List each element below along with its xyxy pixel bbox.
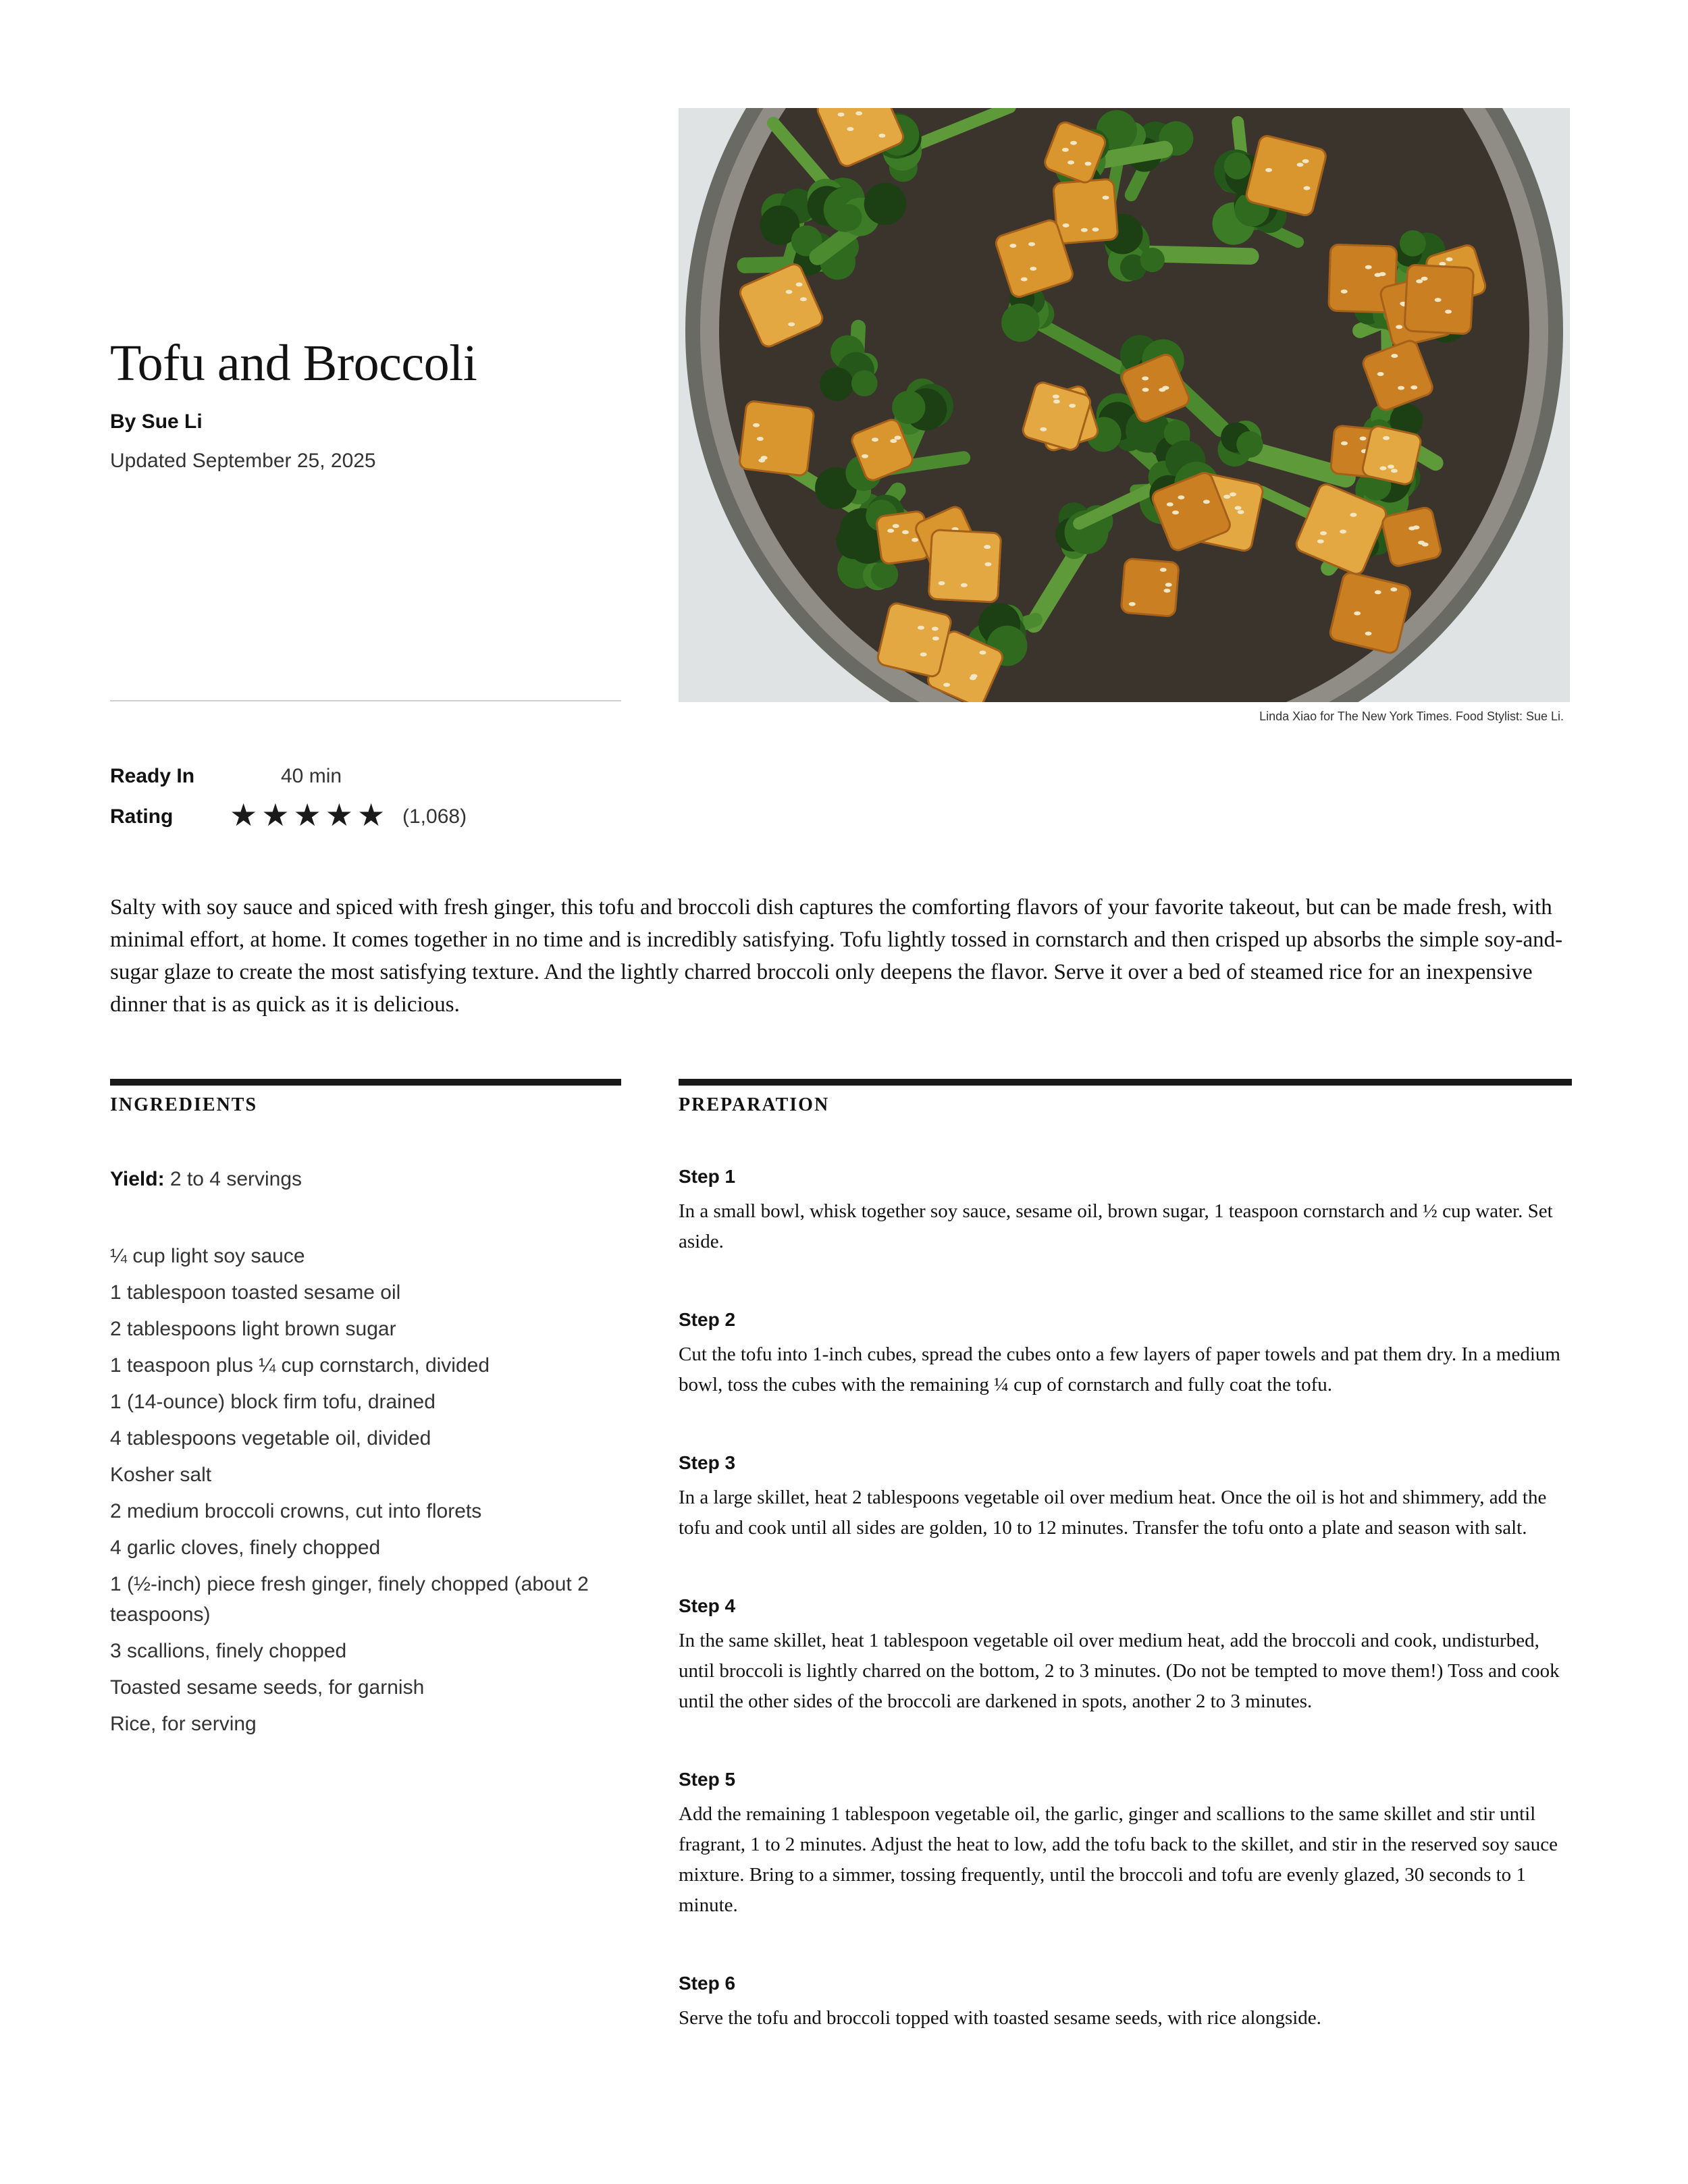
yield-label: Yield: [110,1168,165,1190]
ingredients-heading: INGREDIENTS [110,1094,258,1115]
ingredient-item: 4 tablespoons vegetable oil, divided [110,1427,431,1449]
recipe-photo-illustration [679,108,1570,702]
ingredients-rule [110,1079,621,1086]
ingredient-item: 2 tablespoons light brown sugar [110,1318,396,1340]
ingredient-item: 4 garlic cloves, finely chopped [110,1537,381,1559]
star-icon[interactable]: ★ [230,797,258,833]
preparation-rule [679,1079,1572,1086]
ready-in-value: 40 min [281,765,342,787]
rating-stars[interactable] [230,797,386,833]
preparation-steps [679,1163,1572,2083]
ingredient-item: 3 scallions, finely chopped [110,1640,347,1662]
step-text: Cut the tofu into 1-inch cubes, spread the cubes onto a few layers of paper towels and pat them dry. In a medium bowl, toss the cubes with the remaining ¼ cup of cornstarch and fully coat the tofu. [679,1343,1560,1395]
recipe-title: Tofu and Broccoli [110,335,477,392]
ingredient-item: 1 tablespoon toasted sesame oil [110,1281,401,1304]
step-text: Serve the tofu and broccoli topped with toasted sesame seeds, with rice alongside. [679,2007,1321,2029]
step-text: In the same skillet, heat 1 tablespoon vegetable oil over medium heat, add the broccoli and cook, undisturbed, until broccoli is lightly charred on the bottom, 2 to 3 minutes. (Do not be tempted to move them!) Toss and cook until the other sides of the broccoli are darkened in spots, another 2 to 3 minutes. [679,1630,1560,1712]
step-text: In a small bowl, whisk together soy sauce, sesame oil, brown sugar, 1 teaspoon cornstarch and ½ cup water. Set aside. [679,1200,1553,1252]
star-icon[interactable]: ★ [357,797,386,833]
star-icon[interactable]: ★ [325,797,353,833]
step-label: Step 6 [679,1973,736,1994]
step [679,1449,1572,1543]
star-icon[interactable]: ★ [261,797,290,833]
star-icon[interactable]: ★ [293,797,321,833]
ingredient-item: ¼ cup light soy sauce [110,1245,305,1267]
ingredient-item: 2 medium broccoli crowns, cut into florets [110,1500,482,1522]
recipe-byline[interactable]: By Sue Li [110,410,203,433]
ingredient-item: 1 (14-ounce) block firm tofu, drained [110,1391,436,1413]
recipe-description: Salty with soy sauce and spiced with fresh ginger, this tofu and broccoli dish captures the comforting flavors of your favorite takeout, but can be made fresh, with minimal effort, at home. It comes together in no time and is incredibly satisfying. Tofu lightly tossed in cornstarch and then crisped up absorbs the simple soy-and-sugar glaze to create the most satisfying texture. And the lightly charred broccoli only deepens the flavor. Serve it over a bed of steamed rice for an inexpensive dinner that is as quick as it is delicious. [110,895,1563,1017]
ready-in-label: Ready In [110,765,195,787]
step-text: Add the remaining 1 tablespoon vegetable oil, the garlic, ginger and scallions to the same skillet and stir until fragrant, 1 to 2 minutes. Adjust the heat to low, add the tofu back to the skillet, and stir in the reserved soy sauce mixture. Bring to a simmer, tossing frequently, until the broccoli and tofu are evenly glazed, 30 seconds to 1 minute. [679,1803,1558,1916]
ingredient-item: 1 teaspoon plus ¼ cup cornstarch, divided [110,1354,490,1377]
step [679,1163,1572,1257]
ingredient-item: Kosher salt [110,1464,212,1486]
step [679,1306,1572,1400]
step [679,1970,1572,2033]
step-label: Step 4 [679,1595,736,1616]
rating-label: Rating [110,805,174,828]
step-label: Step 2 [679,1309,736,1330]
updated-date: Updated September 25, 2025 [110,450,376,472]
step-text: In a large skillet, heat 2 tablespoons vegetable oil over medium heat. Once the oil is hot and shimmery, add the tofu and cook until all sides are golden, 10 to 12 minutes. Transfer the tofu onto a plate and season with salt. [679,1487,1547,1539]
title-divider [110,700,621,701]
rating-count[interactable]: (1,068) [402,805,467,828]
step [679,1766,1572,1921]
ingredient-item: 1 (½-inch) piece fresh ginger, finely chopped (about 2 teaspoons) [110,1573,589,1626]
recipe-photo [679,108,1570,702]
ingredient-list [110,1241,621,1745]
ingredient-item: Toasted sesame seeds, for garnish [110,1676,425,1699]
step-label: Step 1 [679,1166,736,1187]
step-label: Step 5 [679,1769,736,1790]
step [679,1593,1572,1717]
yield [110,1166,302,1193]
photo-credit: Linda Xiao for The New York Times. Food Stylist: Sue Li. [1259,710,1564,723]
preparation-heading: PREPARATION [679,1094,830,1115]
ingredient-item: Rice, for serving [110,1713,257,1735]
yield-value: 2 to 4 servings [169,1168,302,1190]
step-label: Step 3 [679,1452,736,1473]
